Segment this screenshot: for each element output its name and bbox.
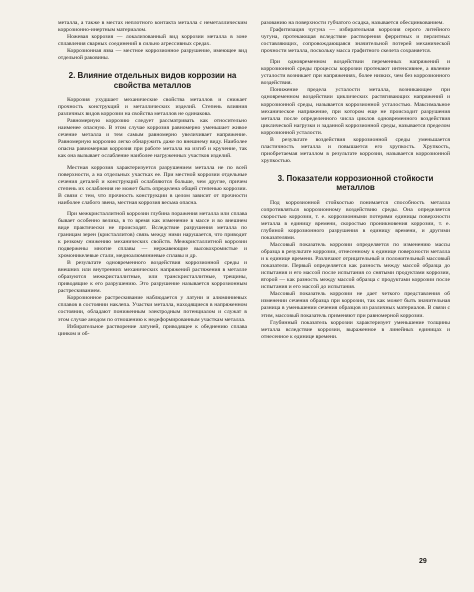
paragraph: Массовый показатель коррозии не дает четкого представления об изменении сечения образца при коррозии, так как может быть значительная разница в уменьшении сечения образцов из различных материалов. В связи с этим, массовый показатель применяют при равномерной коррозии. bbox=[261, 291, 450, 319]
paragraph: Ножевая коррозия — локализованный вид коррозии металла в зоне сплавления сварных соединений в сильно агрессивных средах. bbox=[58, 34, 247, 48]
section-heading: 3. Показатели коррозионной стойкости металлов bbox=[277, 173, 434, 193]
paragraph: Коррозия ухудшает механические свойства металлов и снижает прочность конструкций и металлических изделий. Степень влияния различных видов коррозии на свойства металлов не одинакова. bbox=[58, 97, 247, 118]
section-heading: 2. Влияние отдельных видов коррозии на свойства металлов bbox=[68, 71, 237, 90]
paragraph: Графитизация чугуна — избирательная коррозия серого литейного чугуна, протекающая вследствие растворения ферритных и перлитных составляющих, сопровождающаяся значительной потерей механической прочности металла, поскольку масса графитного скелета сохраняется. bbox=[261, 27, 450, 55]
paragraph: Глубинный показатель коррозии характеризует уменьшение толщины металла вследствие коррозии, выраженное в линейных единицах и отнесенное к единице времени. bbox=[261, 319, 450, 340]
paragraph: разованию на поверхности губчатого осадка, называется обесцинкованием. bbox=[261, 20, 444, 26]
page-number: 29 bbox=[419, 558, 427, 565]
left-column bbox=[58, 20, 247, 560]
paragraph: Коррозионное растрескивание наблюдается у латуни и алюминиевых сплавов в состоянии наклепа. Участки металла, находящиеся в напряженном состоянии, обладают пониженным электродным потенциалом и служат в этом случае анодом по отношению к недеформированным участкам металла. bbox=[58, 295, 247, 323]
paragraph: Понижение предела усталости металла, возникающее при одновременном воздействии циклических растягивающих напряжений и коррозионной среды, называется коррозионной усталостью. Максимальное механическое напряжение, при котором еще не происходит разрушения металла после определенного числа циклов одновременного воздействия циклической нагрузки и заданной коррозионной среды, называется пределом коррозионной усталости. bbox=[261, 87, 450, 136]
paragraph: Под коррозионной стойкостью понимается способность металла сопротивляться коррозионному воздействию среды. Она определяется скоростью коррозии, т. е. коррозионными потерями единицы поверхности металла в единицу времени, скоростью проникновения коррозии, т. е. глубиной коррозионного разрушения в единицу времени, и другими показателями. bbox=[261, 199, 450, 241]
paragraph: Массовый показатель коррозии определяется по изменению массы образца в результате коррозии, отнесенному к единице поверхности металла и к единице времени. Различают отрицательный и положительный массовый показатели. Первый определяется как разность между массой образца до испытания и его массой после испытания со снятыми продуктами коррозии, второй — как разность между массой образца с продуктами коррозии после испытания и его массой до испытания. bbox=[261, 242, 450, 291]
paragraph: При одновременном воздействии переменных напряжений и коррозионной среды процессы коррозии протекают интенсивнее, а явление усталости возникает при напряжениях, более низких, чем без коррозионного воздействия. bbox=[261, 59, 450, 87]
paragraph: В результате одновременного воздействия коррозионной среды и внешних или внутренних механических напряжений растяжения в металле образуются межкристаллитные, или транскристаллитные, трещины, приводящие к его разрушению. Это разрушение называется коррозионным растрескиванием. bbox=[58, 260, 247, 295]
paragraph: В результате воздействия коррозионной среды уменьшается пластичность металла и повышается его хрупкость. Хрупкость, приобретаемая металлом в результате коррозии, называется коррозионной хрупкостью. bbox=[261, 136, 450, 164]
paragraph: Коррозионная язва — местное коррозионное разрушение, имеющее вид отдельной раковины. bbox=[58, 48, 247, 62]
right-column bbox=[261, 20, 450, 560]
paragraph: металла, а также в местах неплотного контакта металла с неметаллическим коррозионно-инертным материалом. bbox=[58, 20, 247, 34]
text-columns bbox=[58, 20, 450, 560]
paragraph: Местная коррозия характеризуется разрушением металла не по всей поверхности, а на отдельных участках ее. При местной коррозии отдельные сечения деталей и конструкций ослабляются больше, чем другие, причем степень их ослабления не может быть определена общей степенью коррозии. В связи с тем, что прочность конструкции в целом зависит от прочности наиболее слабого звена, местная коррозия весьма опасна. bbox=[58, 164, 247, 206]
paragraph: При межкристаллитной коррозии глубина поражения металла или сплава бывает особенно велика, в то время как изменение в массе и во внешнем виде практически не происходят. Вследствие разрушения металла по границам зерен (кристаллитов) связь между ними нарушается, что приводит к резкому снижению механических свойств. Межкристаллитной коррозии подвержены многие сплавы — нержавеющие высокохромистые и хромоникелевые стали, медноалюминиевые сплавы и др. bbox=[58, 210, 247, 260]
paragraph: Избирательное растворение латуней, приводящее к обеднению сплава цинком и об- bbox=[58, 323, 247, 337]
paragraph: Равномерную коррозию следует рассматривать как относительно наименее опасную. В этом случае коррозия равномерно уменьшает живое сечение металла и тем самым равномерно увеличивает напряжение. Равномерную коррозию легко обнаружить даже по внешнему виду. Наиболее опасна равномерная коррозия при работе металла на изгиб и кручение, так как она вызывает ослабление наиболее нагруженных участков изделий. bbox=[58, 118, 247, 160]
